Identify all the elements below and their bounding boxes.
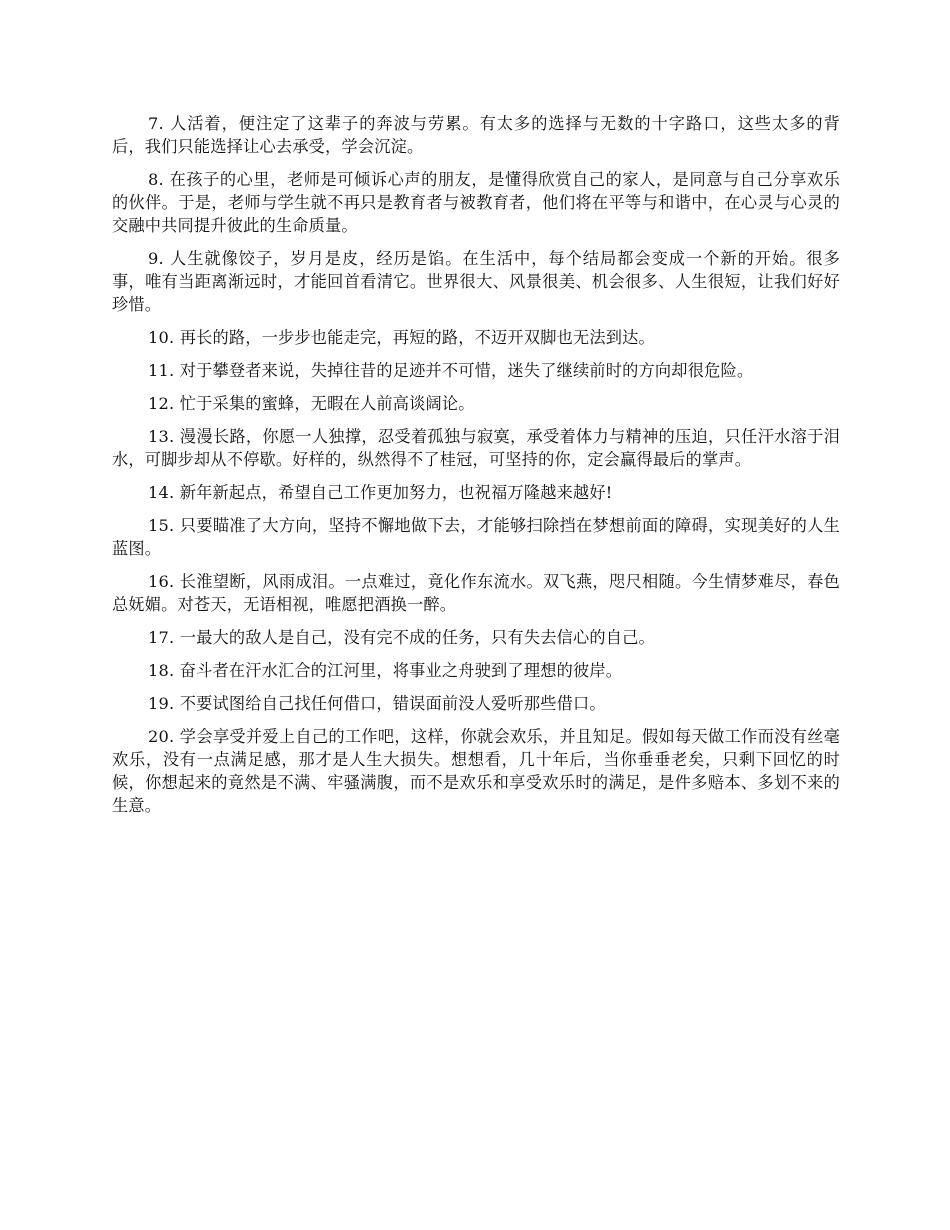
paragraph-18: 18. 奋斗者在汗水汇合的江河里，将事业之舟驶到了理想的彼岸。 — [148, 661, 623, 680]
paragraph-10: 10. 再长的路，一步步也能走完，再短的路，不迈开双脚也无法到达。 — [148, 328, 655, 347]
paragraph-20: 20. 学会享受并爱上自己的工作吧，这样，你就会欢乐，并且知足。假如每天做工作而没有丝毫欢乐，没有一点满足感，那才是人生大损失。想想看，几十年后，当你垂垂老矣，只剩下回忆的时候，你想起来的竟然是不满、牢骚满腹，而不是欢乐和享受欢乐时的满足，是件多赔本、多划不来的生意。 — [112, 727, 840, 815]
paragraph-16: 16. 长淮望断，风雨成泪。一点难过，竟化作东流水。双飞燕，咫尺相随。今生情梦难尽，春色总妩媚。对苍天，无语相视，唯愿把酒换一醉。 — [112, 572, 840, 614]
paragraph-19: 19. 不要试图给自己找任何借口，错误面前没人爱听那些借口。 — [148, 694, 606, 713]
paragraph-11: 11. 对于攀登者来说，失掉往昔的足迹并不可惜，迷失了继续前时的方向却很危险。 — [148, 361, 754, 380]
document-body — [112, 112, 840, 827]
paragraph-7: 7. 人活着，便注定了这辈子的奔波与劳累。有太多的选择与无数的十字路口，这些太多的背后，我们只能选择让心去承受，学会沉淀。 — [112, 114, 840, 156]
paragraph-8: 8. 在孩子的心里，老师是可倾诉心声的朋友，是懂得欣赏自己的家人，是同意与自己分享欢乐的伙伴。于是，老师与学生就不再只是教育者与被教育者，他们将在平等与和谐中，在心灵与心灵的交融中共同提升彼此的生命质量。 — [112, 170, 840, 235]
paragraph-15: 15. 只要瞄准了大方向，坚持不懈地做下去，才能够扫除挡在梦想前面的障碍，实现美好的人生蓝图。 — [112, 516, 840, 558]
paragraph-9: 9. 人生就像饺子，岁月是皮，经历是馅。在生活中，每个结局都会变成一个新的开始。很多事，唯有当距离渐远时，才能回首看清它。世界很大、风景很美、机会很多、人生很短，让我们好好珍惜。 — [112, 249, 840, 314]
paragraph-17: 17. 一最大的敌人是自己，没有完不成的任务，只有失去信心的自己。 — [148, 628, 655, 647]
paragraph-14: 14. 新年新起点，希望自己工作更加努力，也祝福万隆越来越好! — [148, 483, 613, 502]
paragraph-12: 12. 忙于采集的蜜蜂，无暇在人前高谈阔论。 — [148, 394, 475, 413]
paragraph-13: 13. 漫漫长路，你愿一人独撑，忍受着孤独与寂寞，承受着体力与精神的压迫，只任汗水溶于泪水，可脚步却从不停歇。好样的，纵然得不了桂冠，可坚持的你，定会赢得最后的掌声。 — [112, 427, 840, 469]
